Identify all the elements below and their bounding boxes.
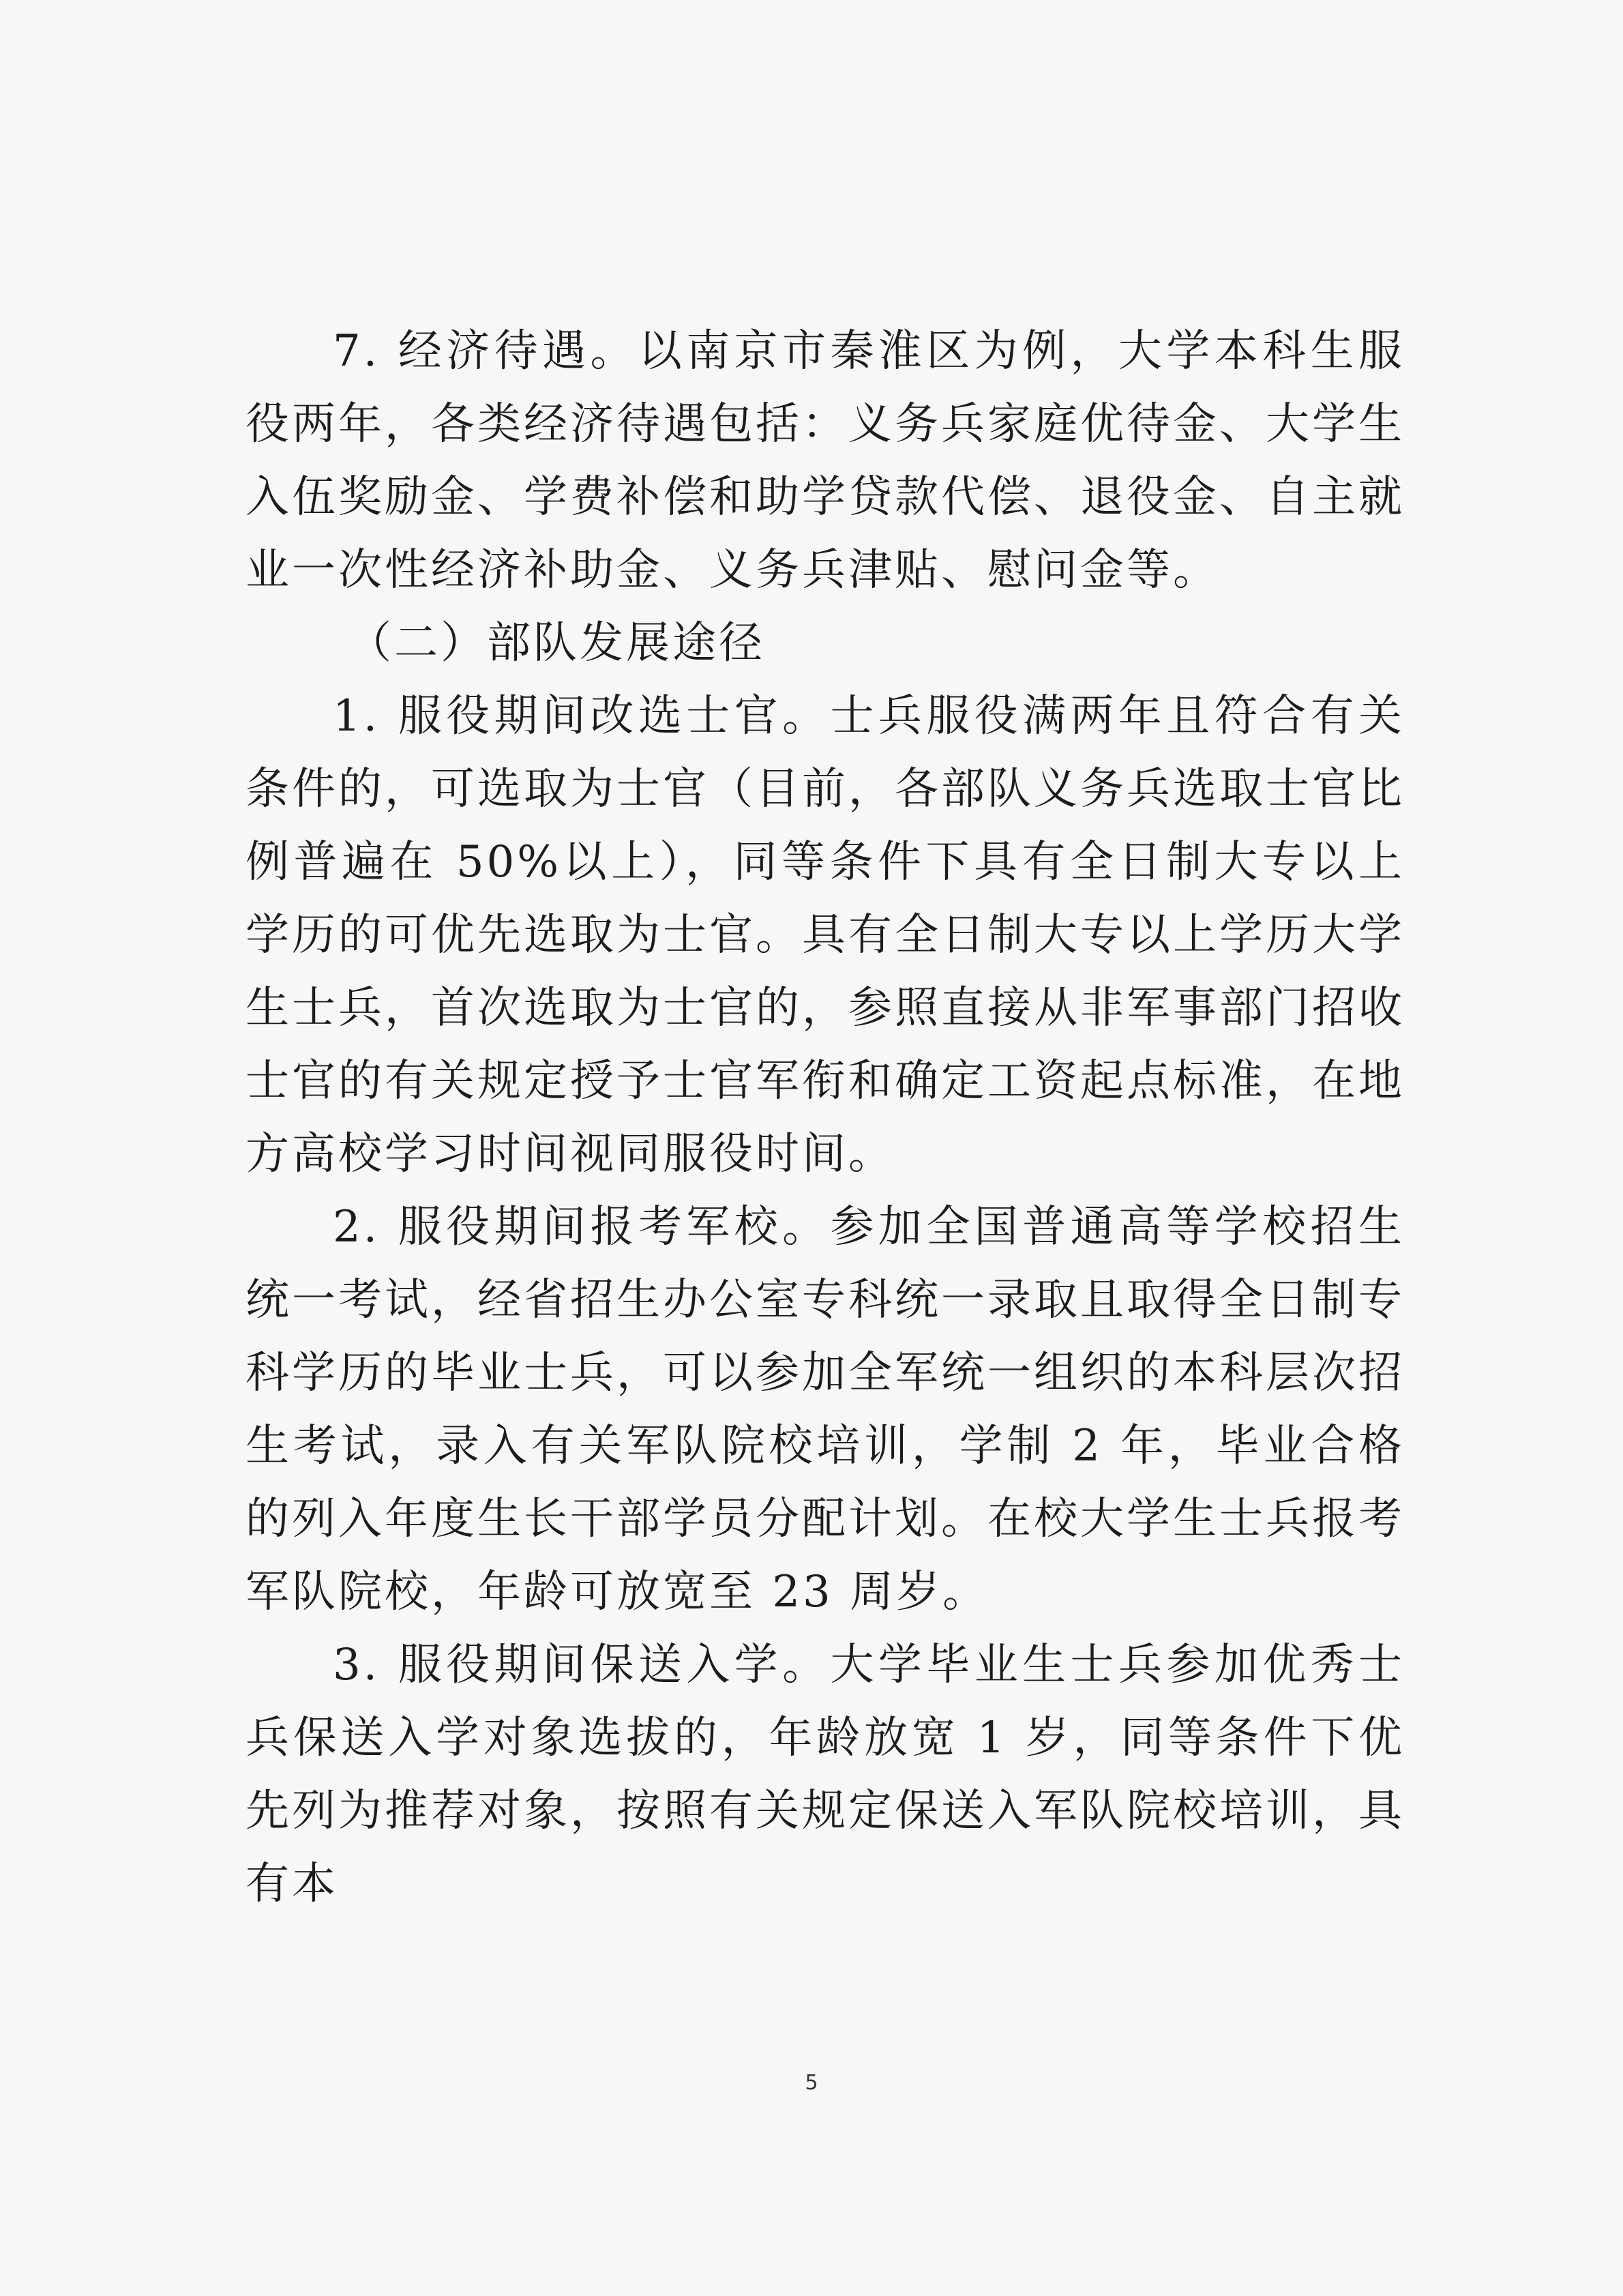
document-body	[245, 315, 1405, 1921]
paragraph-economic-benefits: 7. 经济待遇。以南京市秦淮区为例，大学本科生服役两年，各类经济待遇包括：义务兵家庭优待金、大学生入伍奖励金、学费补偿和助学贷款代偿、退役金、自主就业一次性经济补助金、义务兵津贴、慰问金等。	[245, 326, 1405, 595]
paragraph-select-nco: 1. 服役期间改选士官。士兵服役满两年且符合有关条件的，可选取为士官（目前，各部队义务兵选取士官比例普遍在 50%以上），同等条件下具有全日制大专以上学历的可优先选取为士官。具有全日制大专以上学历大学生士兵，首次选取为士官的，参照直接从非军事部门招收士官的有关规定授予士官军衔和确定工资起点标准，在地方高校学习时间视同服役时间。	[245, 691, 1405, 1179]
page-number: 5	[805, 2071, 818, 2095]
paragraph-recommended-admission: 3. 服役期间保送入学。大学毕业生士兵参加优秀士兵保送入学对象选拔的，年龄放宽 1 岁，同等条件下优先列为推荐对象，按照有关规定保送入军队院校培训，具有本	[245, 1640, 1405, 1909]
section-heading-army-development: （二）部队发展途径	[348, 618, 765, 668]
paragraph-military-academy-exam: 2. 服役期间报考军校。参加全国普通高等学校招生统一考试，经省招生办公室专科统一录取且取得全日制专科学历的毕业士兵，可以参加全军统一组织的本科层次招生考试，录入有关军队院校培训，学制 2 年，毕业合格的列入年度生长干部学员分配计划。在校大学生士兵报考军队院校，年龄可放宽至 23 周岁。	[245, 1202, 1405, 1617]
